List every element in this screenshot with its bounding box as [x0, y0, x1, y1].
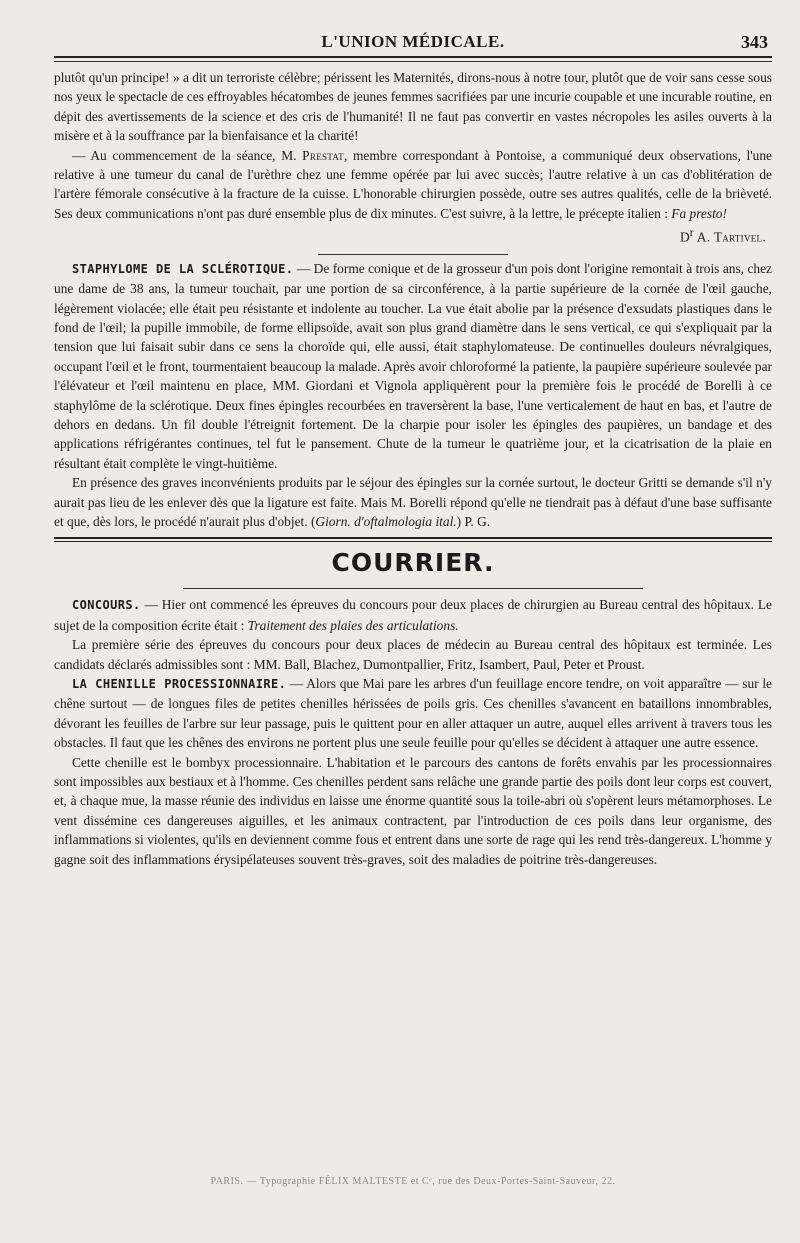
paragraph: plutôt qu'un principe! » a dit un terroriste célèbre; périssent les Maternités, dirons-nous à notre tour, plutôt que de voir sans cesse sous nos yeux le spectacle de ces effroyables hécatombes de jeunes femmes sacrifiées par une incurie coupable et une incurable routine, en dépit des avertissements de la science et des cris de l'humanité! Il ne faut pas convertir en vastes nécropoles les asiles ouverts à la misère et à la souffrance par la bienfaisance et la charité!: [54, 70, 772, 144]
page-number: 343: [741, 32, 768, 52]
source-citation: Giorn. d'oftalmologia ital.: [315, 514, 457, 529]
text-span: — De forme conique et de la grosseur d'un pois dont l'origine remontait à trois ans, chez une dame de 38 ans, la tumeur touchait, par une portion de sa circonférence, à la partie supérieure de la cornée de l'œil gauche, légèrement violacée; elle était peu résistante et indolente au toucher. La vue était abolie par la présence d'exsudats plastiques dans le fond de l'œil; la pupille immobile, de forme ellipsoïde, avait son plus grand diamètre dans le sens vertical, ce qui s'expliquait par la tension que lui faisait subir dans ce sens la choroïde qui, elle aussi, était staphylomateuse. De continuelles douleurs névralgiques, occupant l'œil et le front, tourmentaient beaucoup la malade. Après avoir chloroformé la patiente, la paupière supérieure soulevée par l'élévateur et l'œil maintenu en place, MM. Giordani et Vignola appliquèrent pour la première fois le procédé de Borelli à ce staphylôme de la sclérotique. Deux fines épingles recourbées en traversèrent la base, l'une verticalement de haut en bas, et l'autre de dehors en dedans. Un fil double l'étreignit fortement. De la charpie pour isoler les épingles des paupières, un bandage et des applications réfrigérantes continues, tel fut le pansement. Chute de la tumeur le quatrième jour, et la cicatrisation de la plaie en résultant était complète le vingt-huitième.: [54, 260, 772, 471]
text-span: — Au commencement de la séance, M.: [72, 147, 303, 163]
paragraph-prestat: [54, 146, 772, 224]
paragraph-staphylome: [54, 259, 772, 473]
signature: [54, 223, 772, 247]
text-span: , membre correspondant à Pontoise, a communiqué deux observations, l'une relative à une tumeur du canal de l'urèthre chez une femme opérée par lui avec succès; l'autre relative à un cas d'oblitération de l'artère fémorale consécutive à la fracture de la cuisse. L'honorable chirurgien possède, outre ses autres qualités, celle de la brièveté. Ses deux communications n'ont pas duré ensemble plus de dix minutes. C'est suivre, à la lettre, le précepte italien :: [54, 147, 772, 221]
courrier-section: [54, 595, 772, 869]
text-span: — Hier ont commencé les épreuves du concours pour deux places de chirurgien au Bureau central des hôpitaux. Le sujet de la composition écrite était :: [54, 597, 772, 633]
paragraph-gritti: [54, 473, 772, 531]
paragraph-concours: [54, 595, 772, 635]
paragraph-bombyx: Cette chenille est le bombyx processionnaire. L'habitation et le parcours des cantons de forêts envahis par les processionnaires sont impossibles aux bestiaux et à l'homme. Ces chenilles perdent sans relâche une grande partie des poils dont leur corps est couvert, et, à chaque mue, la masse réunie des individus en laisse une énorme quantité sous la toile-abri où s'opèrent leurs métamorphoses. Le vent dissémine ces dangereuses aiguilles, et les animaux contractent, par l'introduction de ces poils dans leur organisme, des inflammations si violentes, qu'ils en deviennent comme fous et entrent dans une sorte de rage qui les rend très-dangereux. L'homme y gagne soit des inflammations érysipélateuses souvent très-graves, soit des maladies de poitrine très-dangereuses.: [54, 754, 772, 867]
composition-subject: Traitement des plaies des articulations.: [247, 617, 459, 633]
signature-name: A. Tartivel.: [696, 229, 766, 245]
printer-imprint: PARIS. — Typographie FÉLIX MALTESTE et Cᵉ, rue des Deux-Portes-Saint-Sauveur, 22.: [210, 1176, 616, 1187]
section-separator-thin: [54, 541, 772, 542]
running-head: [54, 26, 772, 58]
text-span: En présence des graves inconvénients produits par le séjour des épingles sur la cornée surtout, le docteur Gritti se demande s'il n'y aurait pas lieu de les enlever dès que la ligature est faite. Mais M. Borelli répond qu'elle ne tiendrait pas à défaut d'une base suffisante et que, dès lors, le procédé n'aurait plus d'objet. (: [54, 475, 772, 529]
paragraph-concours-medecin: La première série des épreuves du concours pour deux places de médecin au Bureau central des hôpitaux est terminée. Les candidats déclarés admissibles sont : MM. Ball, Blachez, Dumontpallier, Fritz, Isambert, Paul, Peter et Proust.: [54, 637, 772, 672]
courrier-heading-block: [54, 544, 772, 588]
section-heading: [54, 548, 772, 577]
paragraph-chenille: [54, 674, 772, 753]
text-span: — Alors que Mai pare les arbres d'un feuillage encore tendre, on voit apparaître — sur le chêne surtout — de longues files de petites chenilles hérissées de poils gris. Ces chenilles s'avancent en bataillons innombrables, dévorant les feuilles de l'arbre sur leur passage, puis le quittent pour en aller attaquer un autre, auquel elles arrivent à travers tous les obstacles. Il faut que les chênes des environs ne portent plus une seule feuille pour qu'elles se décident à attaquer une autre essence.: [54, 676, 772, 751]
author-name: Prestat: [302, 147, 344, 163]
article-lead: STAPHYLOME DE LA SCLÉROTIQUE.: [72, 261, 294, 276]
signature-prefix: D: [680, 229, 690, 245]
item-lead: LA CHENILLE PROCESSIONNAIRE.: [72, 677, 287, 692]
journal-title: L'UNION MÉDICALE.: [321, 32, 505, 51]
signature-sup: r: [689, 227, 694, 240]
section-separator: [54, 537, 772, 539]
section-heading-text: COURRIER.: [326, 548, 501, 577]
item-lead: CONCOURS.: [72, 598, 141, 613]
article-maternites: [54, 68, 772, 248]
italian-quote: Fa presto!: [671, 205, 727, 221]
initials: ) P. G.: [456, 514, 491, 529]
article-divider: [318, 254, 508, 255]
article-staphylome: [54, 259, 772, 532]
heading-underline: [183, 588, 643, 589]
